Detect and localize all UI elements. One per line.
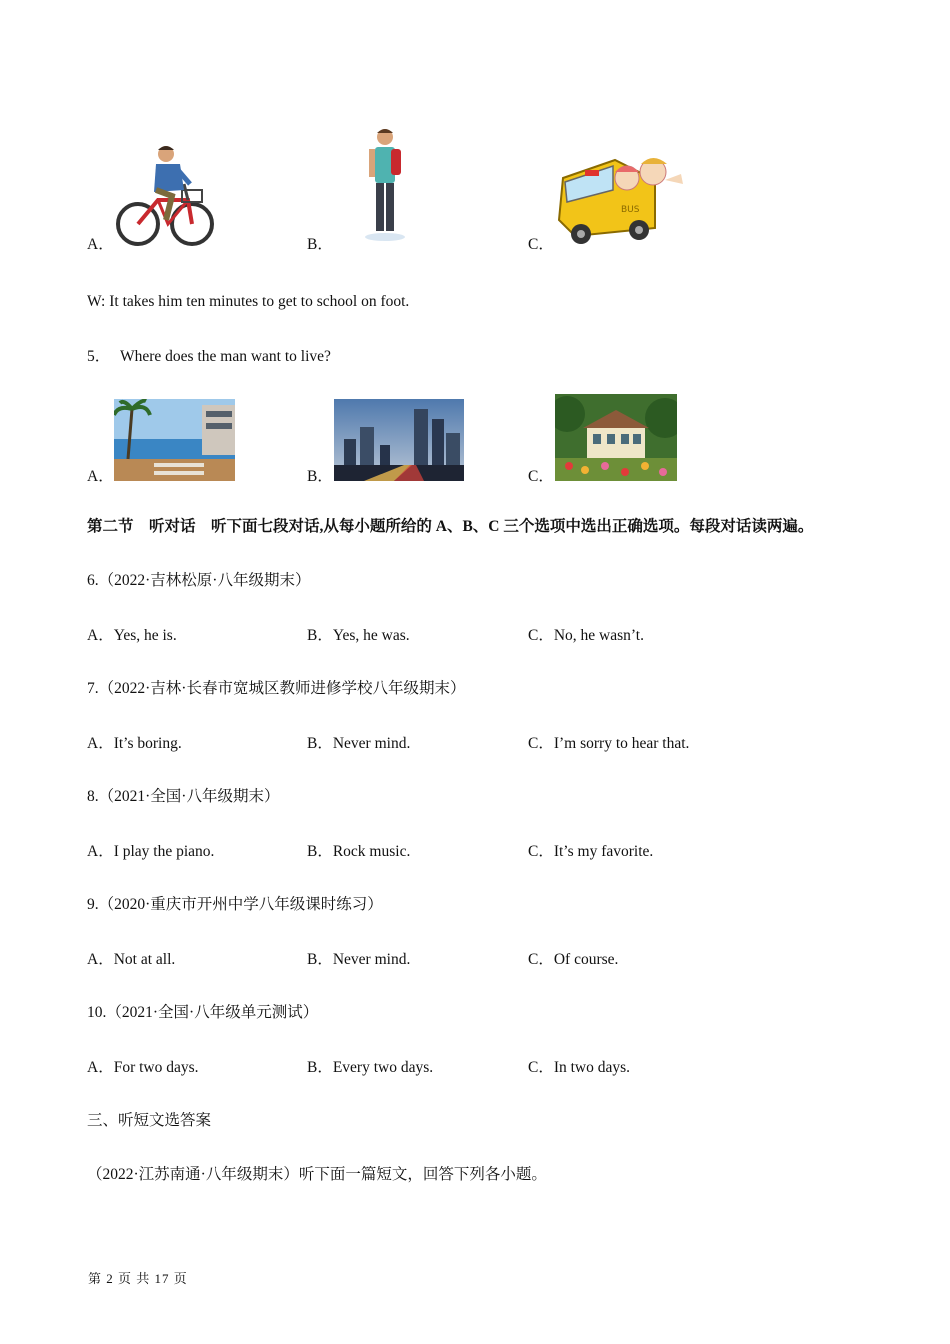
q8-label: 8.（2021·全国·八年级期末） <box>87 788 280 805</box>
q4-option-a-letter: A． <box>87 236 114 253</box>
q7-option-b: B．Never mind. <box>307 735 411 752</box>
city-skyline-image <box>334 399 464 481</box>
transcript-line: W: It takes him ten minutes to get to school on foot. <box>87 293 410 310</box>
q4-option-b-letter: B． <box>307 236 333 253</box>
q7-label: 7.（2022·吉林·长春市宽城区教师进修学校八年级期末） <box>87 680 466 697</box>
q9-option-b: B．Never mind. <box>307 951 411 968</box>
q6-label: 6.（2022·吉林松原·八年级期末） <box>87 572 311 589</box>
q5-option-a-letter: A． <box>87 468 114 485</box>
section2-heading: 第二节 听对话 听下面七段对话,从每小题所给的 A、B、C 三个选项中选出正确选项。每段对话读两遍。 <box>87 518 814 535</box>
q8-option-b: B．Rock music. <box>307 843 411 860</box>
q5-number: 5． <box>87 348 111 365</box>
q9-label: 9.（2020·重庆市开州中学八年级课时练习） <box>87 896 383 913</box>
garden-house-image <box>555 394 677 481</box>
q9-option-c: C．Of course. <box>528 951 619 968</box>
q10-label: 10.（2021·全国·八年级单元测试） <box>87 1004 319 1021</box>
q5-question: Where does the man want to live? <box>120 348 331 365</box>
q6-option-c: C．No, he wasn’t. <box>528 627 644 644</box>
seaside-resort-image <box>114 399 235 481</box>
q5-option-c-letter: C． <box>528 468 554 485</box>
walking-student-image <box>355 125 415 245</box>
q7-option-a: A．It’s boring. <box>87 735 182 752</box>
q8-option-a: A．I play the piano. <box>87 843 215 860</box>
q6-option-b: B．Yes, he was. <box>307 627 410 644</box>
page-footer: 第 2 页 共 17 页 <box>88 1271 188 1286</box>
q6-option-a: A．Yes, he is. <box>87 627 177 644</box>
section3-intro: （2022·江苏南通·八年级期末）听下面一篇短文，回答下列各小题。 <box>87 1166 547 1183</box>
q10-option-a: A．For two days. <box>87 1059 199 1076</box>
school-bus-image <box>555 150 690 248</box>
q10-option-c: C．In two days. <box>528 1059 631 1076</box>
q10-option-b: B．Every two days. <box>307 1059 434 1076</box>
bicycle-rider-image <box>110 140 220 250</box>
bus-label-text: BUS <box>621 205 640 215</box>
q8-option-c: C．It’s my favorite. <box>528 843 654 860</box>
section3-heading: 三、听短文选答案 <box>87 1112 212 1129</box>
q4-option-c-letter: C． <box>528 236 554 253</box>
q9-option-a: A．Not at all. <box>87 951 176 968</box>
q7-option-c: C．I’m sorry to hear that. <box>528 735 690 752</box>
q5-option-b-letter: B． <box>307 468 333 485</box>
